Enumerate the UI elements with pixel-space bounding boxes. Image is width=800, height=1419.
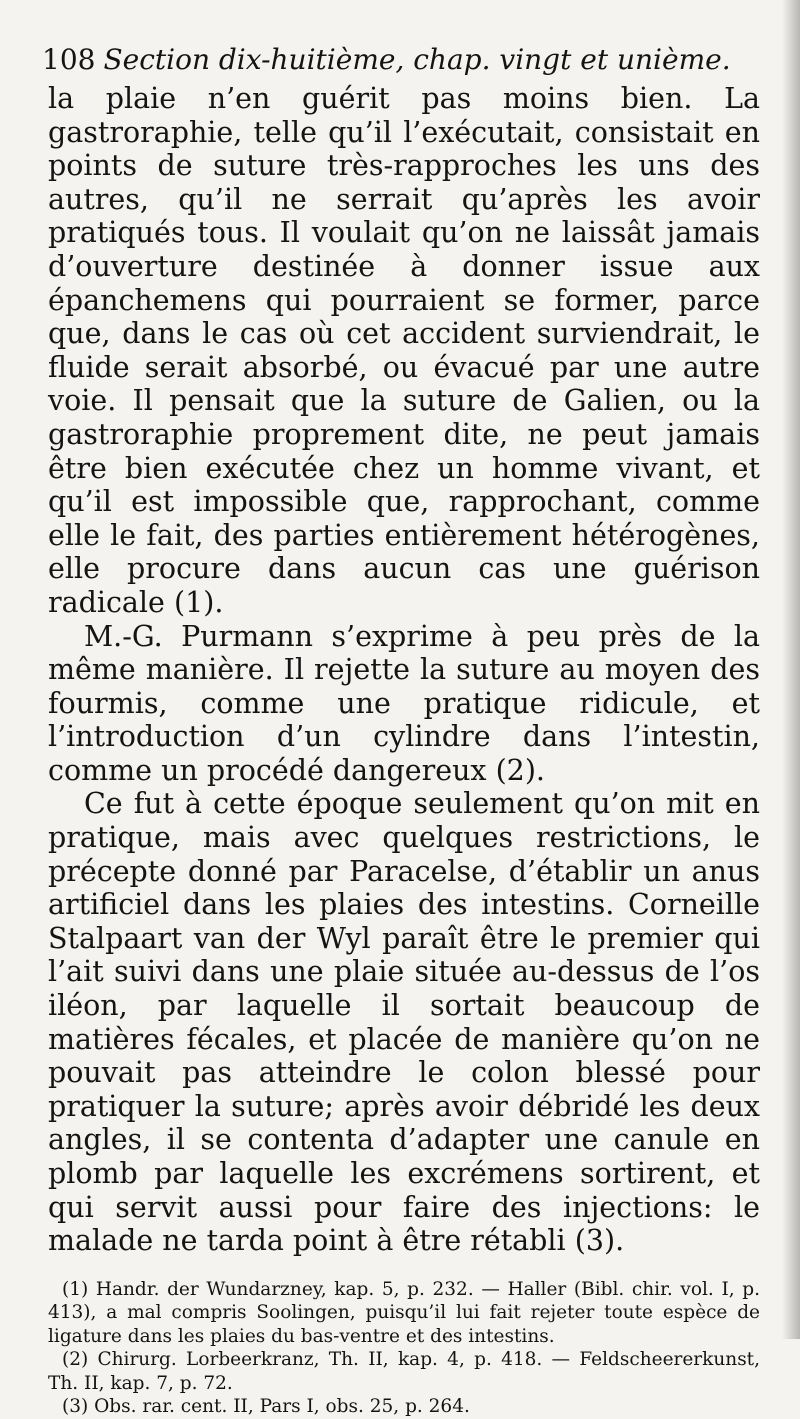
running-title: Section dix-huitième, chap. vingt et unième. (103, 43, 731, 76)
paragraph: M.-G. Purmann s’exprime à peu près de la même manière. Il rejette la suture au moyen des fourmis, comme une pratique ridicule, et l’introduction d’un cylindre dans l’intestin, comme un procédé dangereux (2). (48, 619, 760, 787)
paragraph: la plaie n’en guérit pas moins bien. La gastroraphie, telle qu’il l’exécutait, consistait en points de suture très-rapproches les uns des autres, qu’il ne serrait qu’après les avoir pratiqués tous. Il voulait qu’on ne laissât jamais d’ouverture destinée à donner issue aux épanchemens qui pourraient se former, parce que, dans le cas où cet accident surviendrait, le fluide serait absorbé, ou évacué par une autre voie. Il pensait que la suture de Galien, ou la gastroraphie proprement dite, ne peut jamais être bien exécutée chez un homme vivant, et qu’il est impossible que, rapprochant, comme elle le fait, des parties entièrement hétérogènes, elle procure dans aucun cas une guérison radicale (1). (48, 82, 760, 619)
main-text (48, 82, 760, 1258)
footnotes (48, 1278, 760, 1419)
page-number: 108 (42, 43, 96, 76)
footnote: (1) Handr. der Wundarzney, kap. 5, p. 232. — Haller (Bibl. chir. vol. I, p. 413), a mal compris Soolingen, puisqu’il lui fait rejeter toute espèce de ligature dans les plaies du bas-ventre et des intestins. (48, 1278, 760, 1347)
footnote: (2) Chirurg. Lorbeerkranz, Th. II, kap. 4, p. 418. — Feldscheererkunst, Th. II, kap. 7, p. 72. (48, 1349, 760, 1394)
page-edge-shadow (782, 0, 800, 1339)
running-header (42, 40, 760, 80)
paragraph: Ce fut à cette époque seulement qu’on mit en pratique, mais avec quelques restrictions, le précepte donné par Paracelse, d’établir un anus artificiel dans les plaies des intestins. Corneille Stalpaart van der Wyl paraît être le premier qui l’ait suivi dans une plaie située au-dessus de l’os iléon, par laquelle il sortait beaucoup de matières fécales, et placée de manière qu’on ne pouvait pas atteindre le colon blessé pour pratiquer la suture; après avoir débridé les deux angles, il se contenta d’adapter une canule en plomb par laquelle les excrémens sortirent, et qui servit aussi pour faire des injections: le malade ne tarda point à être rétabli (3). (48, 787, 760, 1258)
book-page (42, 40, 760, 1419)
footnote: (3) Obs. rar. cent. II, Pars I, obs. 25, p. 264. (62, 1396, 470, 1418)
